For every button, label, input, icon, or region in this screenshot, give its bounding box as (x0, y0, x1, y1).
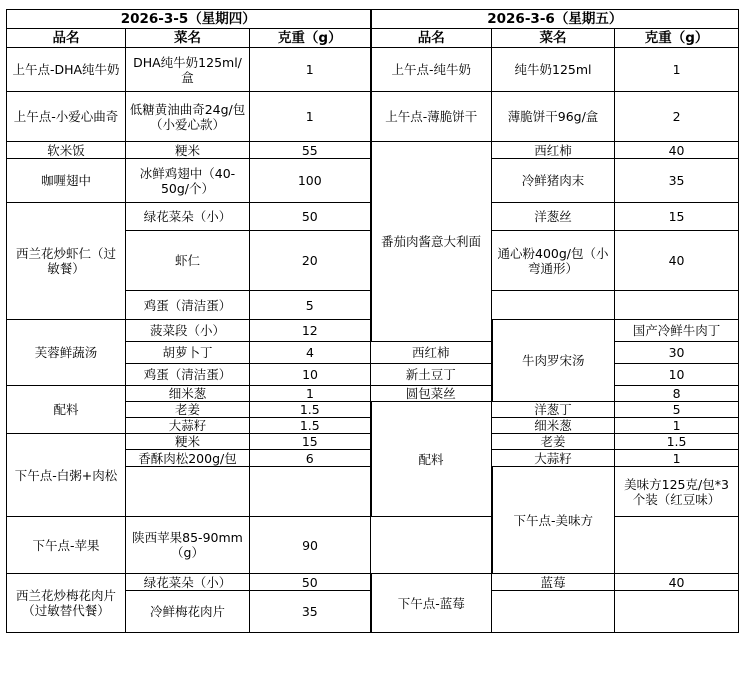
dish-name: 圆包菜丝 (371, 386, 492, 402)
menu-table (6, 9, 739, 633)
dish-name: 薄脆饼干96g/盒 (492, 92, 615, 142)
dish-weight: 15 (250, 434, 371, 450)
menu-item: 上午点-小爱心曲奇 (7, 92, 126, 142)
dish-weight: 1 (250, 386, 371, 402)
dish-weight: 1.5 (250, 402, 371, 418)
dish-name: 国产冷鲜牛肉丁 (615, 320, 739, 342)
menu-item: 咖喱翅中 (7, 159, 126, 203)
dish-name: 粳米 (126, 434, 250, 450)
menu-item: 上午点-DHA纯牛奶 (7, 48, 126, 92)
dish-weight: 35 (615, 159, 739, 203)
dish-name: 低糖黄油曲奇24g/包（小爱心款） (126, 92, 250, 142)
dish-weight: 1 (615, 418, 739, 434)
dish-weight (615, 591, 739, 633)
day2-date: 2026-3-6（星期五） (371, 10, 739, 29)
menu-item: 番茄肉酱意大利面 (371, 142, 492, 342)
menu-item: 下午点-美味方 (492, 467, 615, 574)
menu-item: 下午点-苹果 (7, 517, 126, 574)
dish-name: 美味方125克/包*3个装（红豆味） (615, 467, 739, 517)
dish-weight: 1.5 (250, 418, 371, 434)
dish-name: 大蒜籽 (492, 450, 615, 467)
dish-name: 胡萝卜丁 (126, 342, 250, 364)
dish-name: 西红柿 (371, 342, 492, 364)
dish-name (492, 591, 615, 633)
menu-item: 西兰花炒梅花肉片（过敏替代餐） (7, 574, 126, 633)
dish-name: 洋葱丝 (492, 203, 615, 231)
dish-name: 洋葱丁 (492, 402, 615, 418)
dish-name (126, 467, 250, 517)
dish-name: 纯牛奶125ml (492, 48, 615, 92)
dish-weight (615, 291, 739, 320)
dish-weight: 55 (250, 142, 371, 159)
menu-item: 软米饭 (7, 142, 126, 159)
dish-weight: 1 (250, 48, 371, 92)
dish-name: 西红柿 (492, 142, 615, 159)
day1-date: 2026-3-5（星期四） (7, 10, 371, 29)
dish-name: 通心粉400g/包（小弯通形） (492, 231, 615, 291)
dish-weight: 1 (615, 450, 739, 467)
dish-weight: 2 (615, 92, 739, 142)
dish-weight: 1.5 (615, 434, 739, 450)
dish-weight: 20 (250, 231, 371, 291)
menu-item: 上午点-薄脆饼干 (371, 92, 492, 142)
dish-name: 绿花菜朵（小） (126, 203, 250, 231)
menu-item: 上午点-纯牛奶 (371, 48, 492, 92)
menu-item: 下午点-蓝莓 (371, 574, 492, 633)
header-item: 品名 (371, 29, 492, 48)
dish-name: 陕西苹果85-90mm（g） (126, 517, 250, 574)
dish-weight: 40 (615, 231, 739, 291)
dish-weight: 90 (250, 517, 371, 574)
dish-weight: 6 (250, 450, 371, 467)
dish-weight: 100 (250, 159, 371, 203)
dish-weight (250, 467, 371, 517)
dish-name (492, 291, 615, 320)
dish-weight: 1 (250, 92, 371, 142)
header-weight: 克重（g） (250, 29, 371, 48)
dish-name: 香酥肉松200g/包 (126, 450, 250, 467)
menu-item: 西兰花炒虾仁（过敏餐） (7, 203, 126, 320)
dish-weight: 1 (615, 48, 739, 92)
dish-weight (615, 517, 739, 574)
dish-name: DHA纯牛奶125ml/盒 (126, 48, 250, 92)
menu-item: 芙蓉鲜蔬汤 (7, 320, 126, 386)
dish-weight: 50 (250, 574, 371, 591)
dish-name: 蓝莓 (492, 574, 615, 591)
dish-weight: 15 (615, 203, 739, 231)
dish-name: 大蒜籽 (126, 418, 250, 434)
dish-name: 冷鲜猪肉末 (492, 159, 615, 203)
dish-name (371, 517, 492, 574)
dish-name: 冷鲜梅花肉片 (126, 591, 250, 633)
dish-name: 绿花菜朵（小） (126, 574, 250, 591)
dish-weight: 8 (615, 386, 739, 402)
dish-weight: 30 (615, 342, 739, 364)
menu-item: 配料 (7, 386, 126, 434)
dish-weight: 35 (250, 591, 371, 633)
header-dish: 菜名 (126, 29, 250, 48)
dish-weight: 40 (615, 142, 739, 159)
dish-weight: 10 (615, 364, 739, 386)
dish-name: 鸡蛋（清洁蛋） (126, 364, 250, 386)
dish-weight: 40 (615, 574, 739, 591)
dish-weight: 5 (250, 291, 371, 320)
header-dish: 菜名 (492, 29, 615, 48)
dish-weight: 12 (250, 320, 371, 342)
dish-name: 老姜 (126, 402, 250, 418)
dish-weight: 10 (250, 364, 371, 386)
dish-name: 鸡蛋（清洁蛋） (126, 291, 250, 320)
dish-weight: 5 (615, 402, 739, 418)
menu-item: 下午点-白粥+肉松 (7, 434, 126, 517)
dish-name: 菠菜段（小） (126, 320, 250, 342)
menu-item: 牛肉罗宋汤 (492, 320, 615, 402)
header-item: 品名 (7, 29, 126, 48)
menu-item: 配料 (371, 402, 492, 517)
dish-name: 新土豆丁 (371, 364, 492, 386)
dish-weight: 50 (250, 203, 371, 231)
dish-name: 老姜 (492, 434, 615, 450)
dish-name: 冰鲜鸡翅中（40-50g/个） (126, 159, 250, 203)
dish-weight: 4 (250, 342, 371, 364)
dish-name: 细米葱 (126, 386, 250, 402)
dish-name: 粳米 (126, 142, 250, 159)
dish-name: 虾仁 (126, 231, 250, 291)
header-weight: 克重（g） (615, 29, 739, 48)
dish-name: 细米葱 (492, 418, 615, 434)
